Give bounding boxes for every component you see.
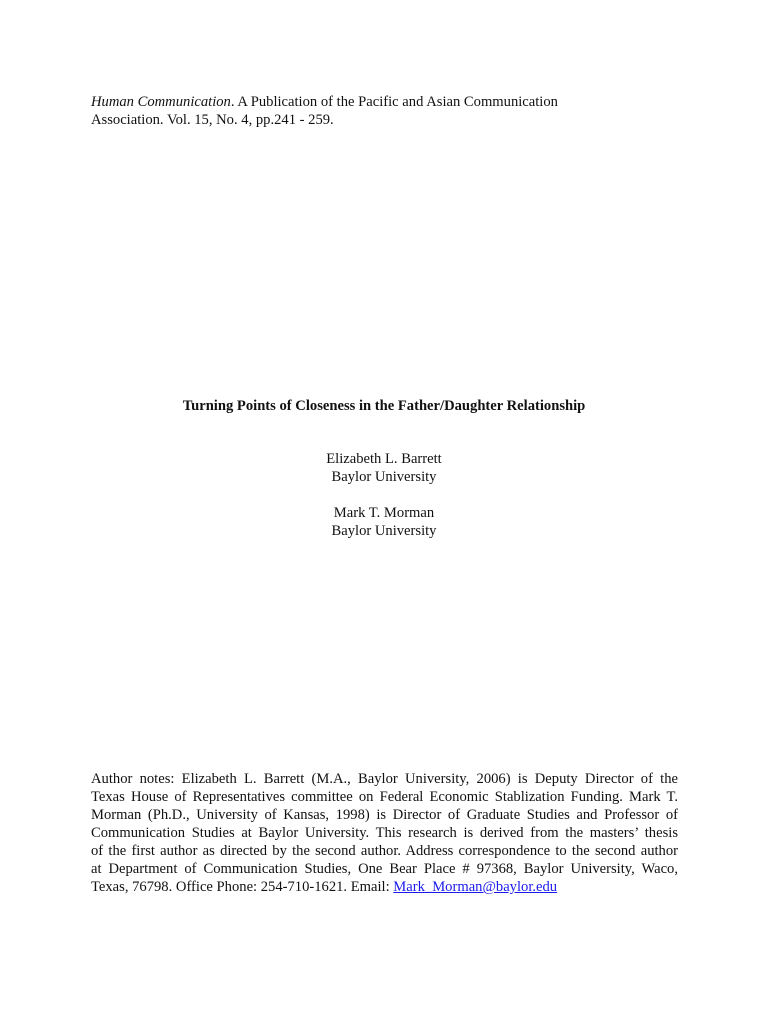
author-affiliation: Baylor University [331, 523, 437, 539]
author-affiliation: Baylor University [331, 469, 437, 485]
author-name: Mark T. Morman [333, 505, 435, 521]
citation-line-2: Association. Vol. 15, No. 4, pp.241 - 259. [91, 112, 334, 128]
author-block-2 [0, 504, 768, 540]
journal-name: Human Communication [91, 94, 231, 110]
author-notes-line: at Department of Communication Studies, One Bear Place # 97368, Baylor University, Waco, [91, 861, 678, 877]
author-block-1 [0, 450, 768, 486]
contact-info: Texas, 76798. Office Phone: 254-710-1621. Email: [91, 879, 394, 895]
author-notes-line: of the first author as directed by the second author. Address correspondence to the second author [91, 843, 678, 859]
citation-publisher: . A Publication of the Pacific and Asian Communication [230, 94, 558, 110]
author-notes [91, 770, 678, 896]
author-notes-line: Morman (Ph.D., University of Kansas, 1998) is Director of Graduate Studies and Professor of [91, 807, 678, 823]
paper-title: Turning Points of Closeness in the Father/Daughter Relationship [182, 398, 586, 414]
email-link[interactable]: Mark_Morman@baylor.edu [393, 879, 558, 895]
citation-line-1 [91, 93, 651, 111]
author-notes-last-line [91, 878, 678, 896]
author-notes-line: Author notes: Elizabeth L. Barrett (M.A., Baylor University, 2006) is Deputy Director of the [91, 771, 678, 787]
author-name: Elizabeth L. Barrett [326, 451, 442, 467]
author-notes-line: Communication Studies at Baylor University. This research is derived from the masters’ thesis [91, 825, 678, 841]
author-notes-line: Texas House of Representatives committee on Federal Economic Stablization Funding. Mark T. [91, 789, 678, 805]
citation [91, 93, 651, 129]
